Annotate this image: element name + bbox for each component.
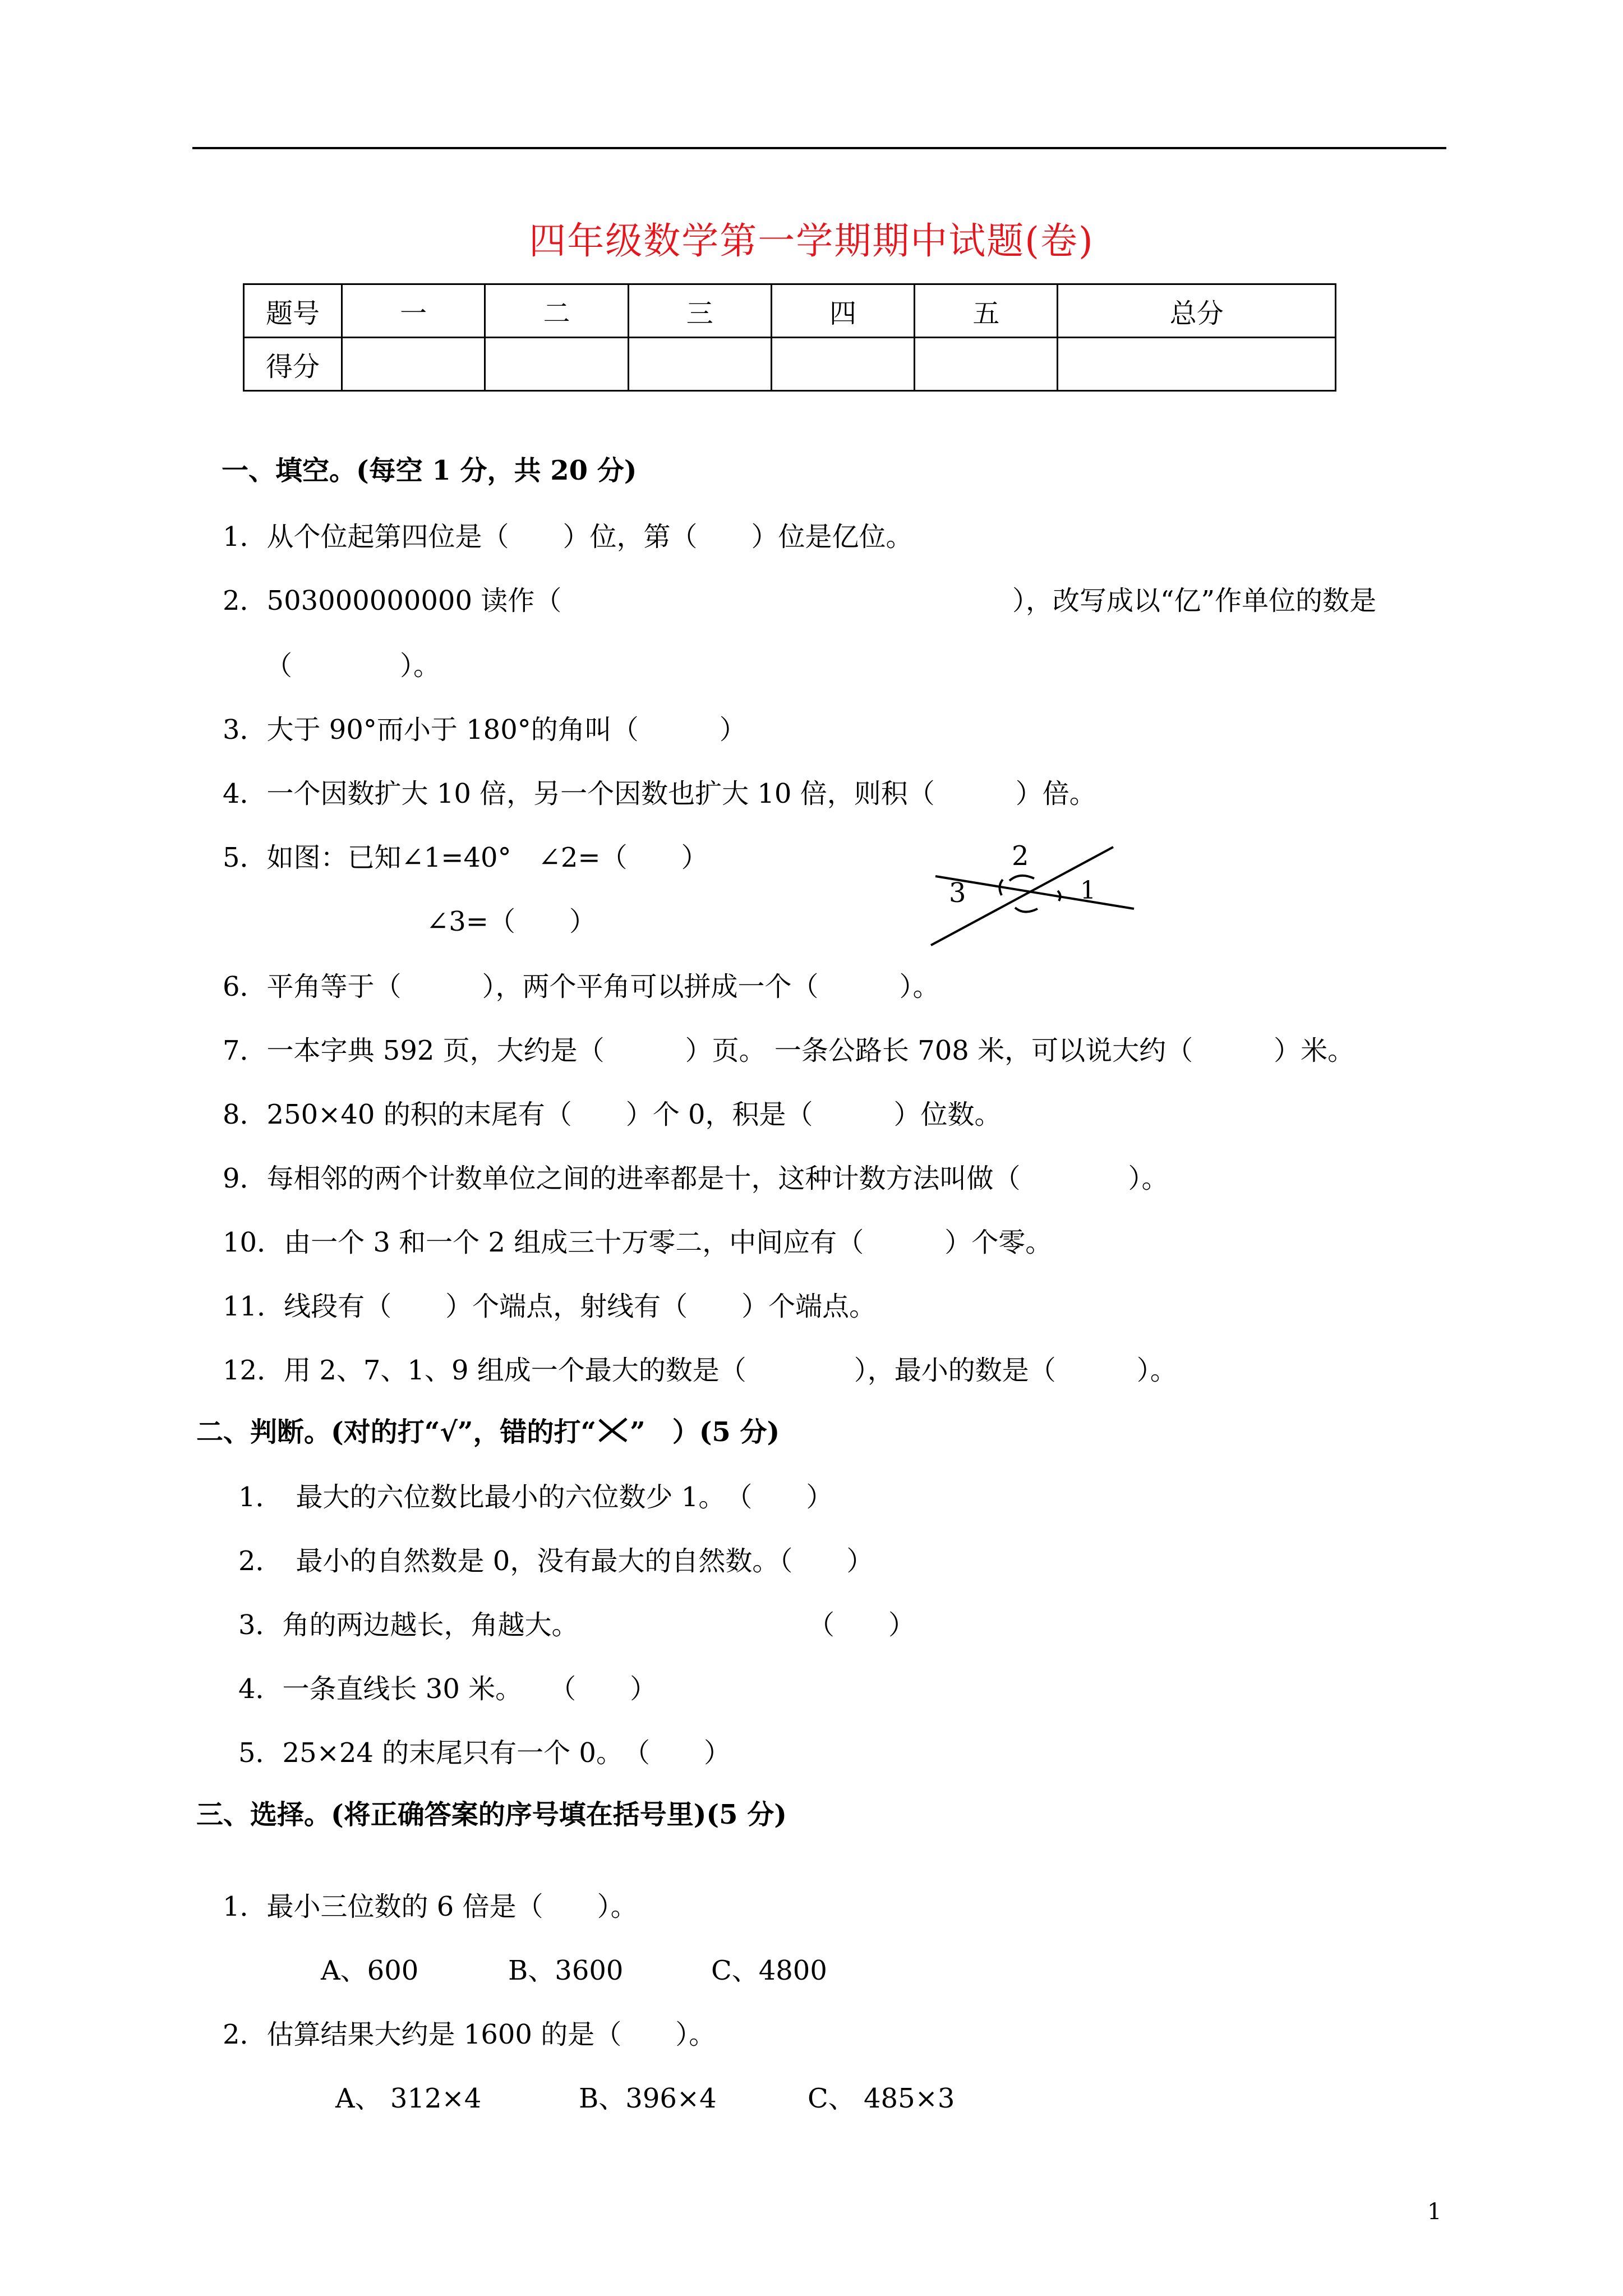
question-item: ），改写成以“亿”作单位的数是 [1012, 585, 1377, 616]
score-cell[interactable] [915, 338, 1058, 391]
judgment-item: 4．一条直线长 30 米。 （ ） [238, 1673, 657, 1705]
choice-question: 2．估算结果大约是 1600 的是（ ）。 [223, 2019, 716, 2050]
cross-mark-icon [596, 1415, 630, 1444]
angle2-arc [1009, 876, 1034, 881]
judgment-item: 1． 最大的六位数比最小的六位数少 1。 （ ） [238, 1481, 833, 1513]
score-table [243, 283, 1336, 392]
table-cell: 五 [915, 284, 1058, 338]
table-cell: 二 [485, 284, 628, 338]
score-cell[interactable] [342, 338, 485, 391]
question-item: ∠3=（ ） [426, 906, 596, 937]
judgment-item: （ ） [808, 1609, 916, 1641]
score-cell[interactable] [628, 338, 771, 391]
question-item: 6．平角等于（ ），两个平角可以拼成一个（ ）。 [223, 971, 940, 1002]
question-item: 8．250×40 的积的末尾有（ ）个 0，积是（ ）位数。 [223, 1099, 1002, 1130]
score-cell[interactable] [1058, 338, 1336, 391]
heading-text: 二、判断。(对的打“ [196, 1416, 440, 1448]
table-cell: 题号 [244, 284, 342, 338]
judgment-item: 2． 最小的自然数是 0，没有最大的自然数。（ ） [238, 1545, 874, 1577]
heading-text: ”，错的打“ [457, 1416, 597, 1448]
table-cell: 三 [628, 284, 771, 338]
angle2-label: 2 [1012, 840, 1029, 872]
header-rule [192, 147, 1446, 149]
choice-option: C、4800 [711, 1955, 827, 1986]
question-item: （ ）。 [265, 650, 441, 682]
judgment-item: 3．角的两边越长，角越大。 [238, 1609, 579, 1641]
question-item: 10．由一个 3 和一个 2 组成三十万零二，中间应有（ ）个零。 [223, 1227, 1053, 1258]
choice-option: A、600 [321, 1955, 419, 1986]
judgment-item: 5．25×24 的末尾只有一个 0。 （ ） [238, 1737, 731, 1769]
question-item: 5．如图：已知∠1=40° ∠2=（ ） [223, 842, 708, 873]
table-cell: 四 [771, 284, 914, 338]
angle3-label: 3 [949, 877, 966, 909]
angle-figure [920, 825, 1144, 954]
question-item: 3．大于 90°而小于 180°的角叫（ ） [223, 714, 746, 746]
table-row [244, 284, 1336, 338]
choice-option: B、396×4 [579, 2083, 717, 2114]
page-number: 1 [1427, 2199, 1442, 2225]
question-item: 7．一本字典 592 页，大约是（ ）页。 一条公路长 708 米，可以说大约（ ）米。 [223, 1035, 1355, 1066]
angle4-arc [1015, 908, 1038, 912]
choice-question: 1．最小三位数的 6 倍是（ ）。 [223, 1891, 638, 1922]
question-item: 1．从个位起第四位是（ ）位，第（ ）位是亿位。 [223, 521, 913, 553]
section-heading: 三、选择。(将正确答案的序号填在括号里)(5 分) [196, 1799, 787, 1830]
section-heading [196, 1410, 780, 1449]
question-item: 11．线段有（ ）个端点，射线有（ ）个端点。 [223, 1291, 877, 1322]
table-cell: 得分 [244, 338, 342, 391]
table-cell: 总分 [1058, 284, 1336, 338]
question-item: 4．一个因数扩大 10 倍，另一个因数也扩大 10 倍，则积（ ）倍。 [223, 778, 1096, 809]
angle1-label: 1 [1080, 876, 1096, 905]
score-cell[interactable] [485, 338, 628, 391]
choice-option: B、3600 [508, 1955, 624, 1986]
question-item: 2．503000000000 读作（ [223, 585, 562, 616]
question-item: 9．每相邻的两个计数单位之间的进率都是十，这种计数方法叫做（ ）。 [223, 1163, 1169, 1194]
question-item: 12．用 2、7、1、9 组成一个最大的数是（ ），最小的数是（ ）。 [223, 1355, 1177, 1386]
table-cell: 一 [342, 284, 485, 338]
section-heading: 一、填空。(每空 1 分，共 20 分) [222, 455, 637, 486]
check-mark: √ [440, 1416, 458, 1448]
heading-text: ” ）(5 分) [630, 1416, 780, 1448]
choice-option: C、 485×3 [808, 2083, 955, 2114]
table-row [244, 338, 1336, 391]
score-cell[interactable] [771, 338, 914, 391]
page-title: 四年级数学第一学期期中试题(卷) [529, 219, 1094, 263]
choice-option: A、 312×4 [335, 2083, 482, 2114]
